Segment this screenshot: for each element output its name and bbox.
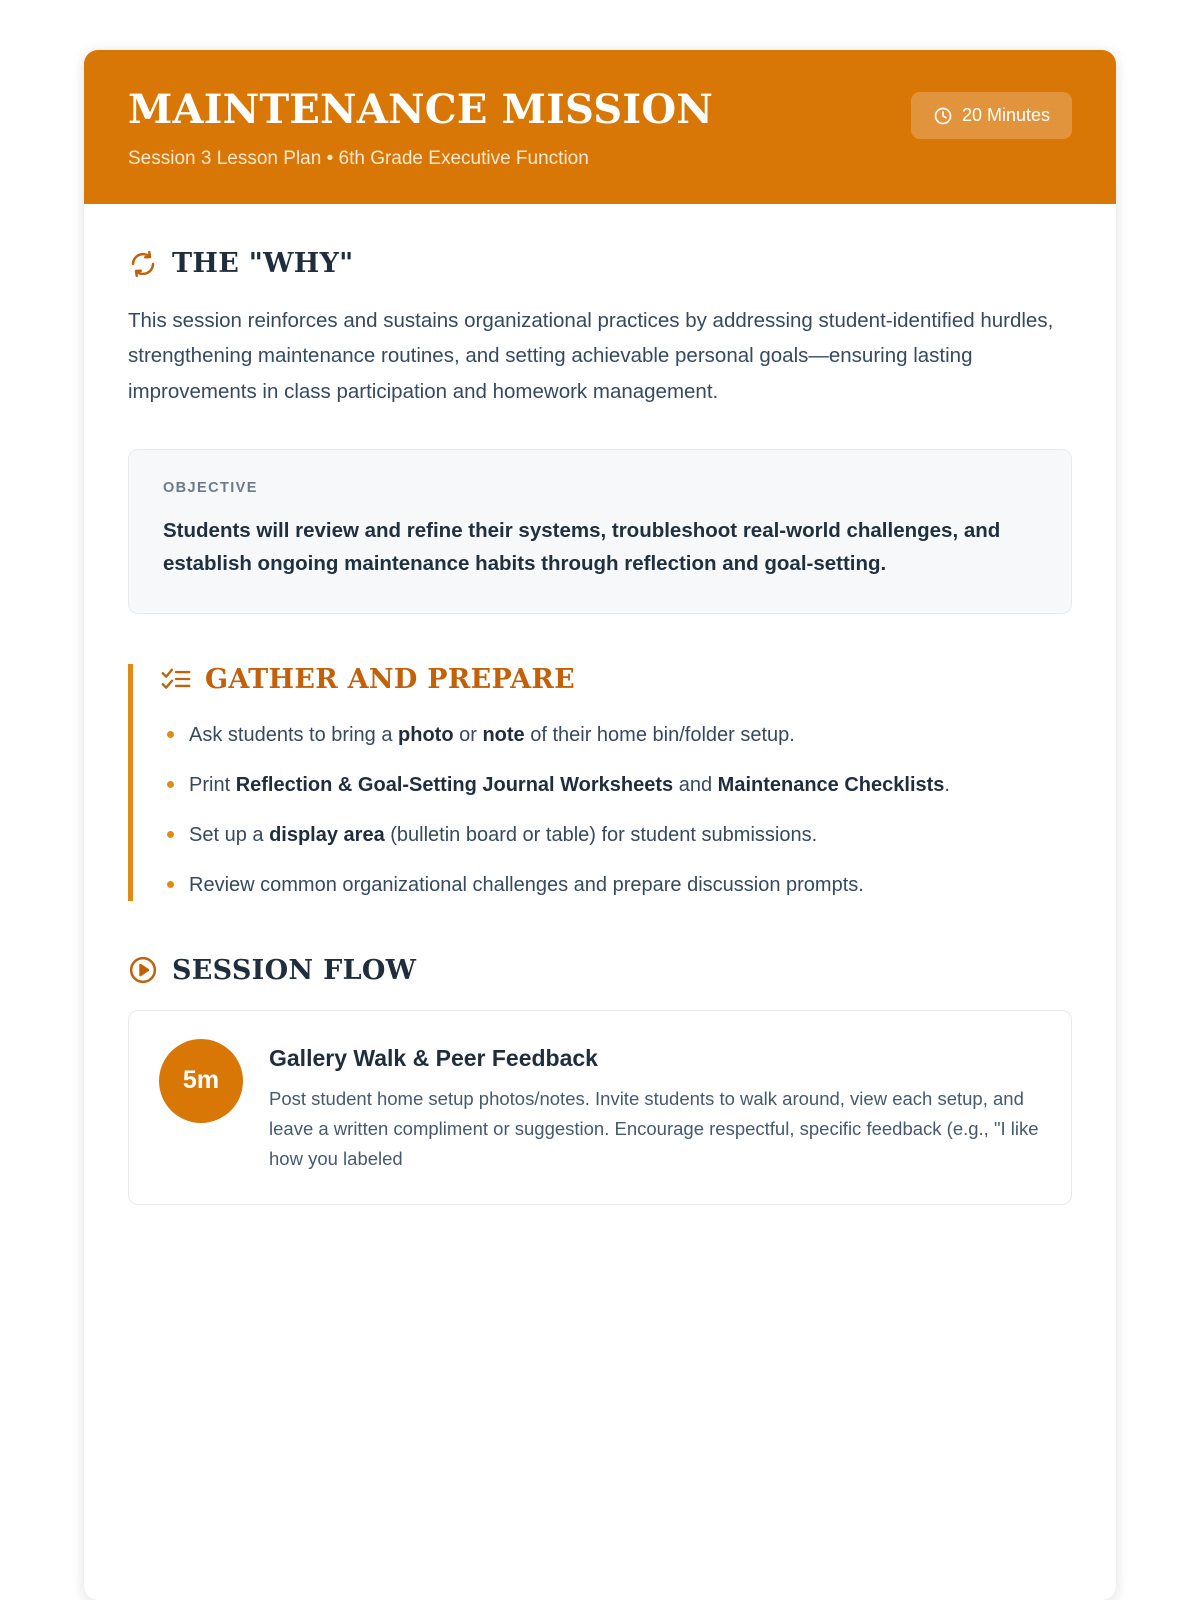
refresh-cycle-icon <box>128 249 158 279</box>
session-flow-step <box>128 1010 1072 1205</box>
list-item: Review common organizational challenges and prepare discussion prompts. <box>161 869 1072 901</box>
section-title-why: THE "WHY" <box>172 248 354 279</box>
gather-and-prepare-section <box>128 664 1072 901</box>
list-item: Print Reflection & Goal-Setting Journal Worksheets and Maintenance Checklists. <box>161 769 1072 801</box>
step-title: Gallery Walk & Peer Feedback <box>269 1044 598 1071</box>
list-item: Set up a display area (bulletin board or table) for student submissions. <box>161 819 1072 851</box>
objective-text: Students will review and refine their systems, troubleshoot real-world challenges, and establish ongoing maintenance habits through reflection and goal-setting. <box>163 518 1001 576</box>
lesson-body <box>84 204 1116 1245</box>
checklist-icon <box>161 666 191 692</box>
section-title-flow: SESSION FLOW <box>172 954 417 986</box>
why-paragraph: This session reinforces and sustains organizational practices by addressing student-identified hurdles, strengthening maintenance routines, and setting achievable personal goals—ensuring lasting improvements in class participation and homework management. <box>128 309 1054 403</box>
lesson-header <box>84 50 1116 204</box>
page-subtitle: Session 3 Lesson Plan • 6th Grade Executive Function <box>128 148 589 169</box>
gather-list <box>161 719 1072 901</box>
section-header-why <box>128 248 1072 279</box>
session-flow-section <box>128 955 1072 1205</box>
section-title-gather: GATHER AND PREPARE <box>205 663 576 695</box>
play-circle-icon <box>128 955 158 985</box>
page-title: MAINTENANCE MISSION <box>128 86 714 133</box>
clock-icon <box>933 106 953 126</box>
section-header-gather <box>161 664 1072 695</box>
duration-badge <box>911 92 1072 139</box>
list-item: Ask students to bring a photo or note of their home bin/folder setup. <box>161 719 1072 751</box>
step-duration-badge: 5m <box>159 1039 243 1123</box>
session-flow-steps <box>128 1010 1072 1205</box>
objective-label: OBJECTIVE <box>163 479 258 496</box>
lesson-plan-card <box>84 50 1116 1600</box>
section-header-flow <box>128 955 1072 986</box>
objective-box <box>128 449 1072 614</box>
step-description: Post student home setup photos/notes. Invite students to walk around, view each setup, and leave a written compliment or suggestion. Encourage respectful, specific feedback (e.g., "I like how you labeled <box>269 1087 1039 1169</box>
duration-label: 20 Minutes <box>961 105 1050 125</box>
